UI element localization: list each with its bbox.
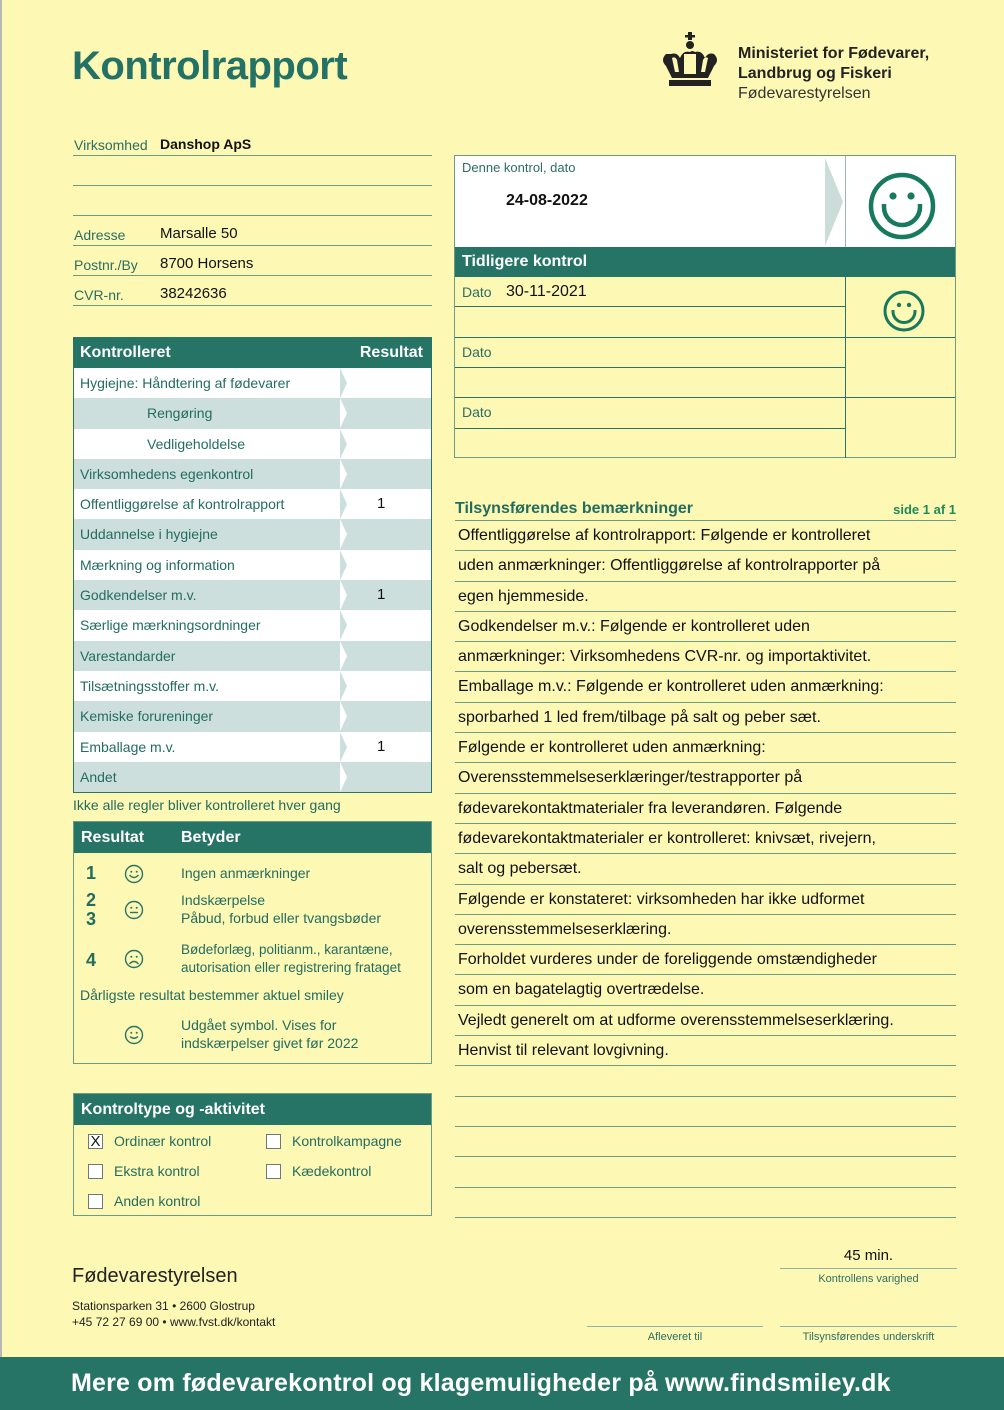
arrow-right-icon — [825, 158, 845, 246]
chevron-right-icon — [340, 368, 348, 398]
address-label: Adresse — [74, 227, 126, 243]
chevron-right-icon — [340, 398, 348, 428]
legend-text-4a: Bødeforlæg, politianm., karantæne, — [181, 942, 393, 957]
company-extra-line-2 — [73, 186, 432, 216]
label-kontrolkampagne: Kontrolkampagne — [292, 1133, 402, 1149]
signature-line — [780, 1326, 957, 1327]
duration-value: 45 min. — [843, 1247, 894, 1264]
remark-line: anmærkninger: Virksomhedens CVR-nr. og importaktivitet. — [455, 642, 956, 672]
checkbox-ekstra-kontrol[interactable] — [88, 1164, 103, 1179]
controlled-row-label: Vedligeholdelse — [147, 435, 246, 452]
remarks-lines — [455, 521, 956, 1218]
ministry-name — [738, 44, 929, 104]
controlled-row-label: Særlige mærkningsordninger — [80, 617, 261, 634]
chevron-right-icon — [340, 701, 348, 731]
controlled-row-label: Offentliggørelse af kontrolrapport — [80, 496, 285, 513]
previous-happy-smiley-icon — [883, 290, 925, 332]
controlled-row — [74, 762, 431, 792]
delivered-to-line — [587, 1326, 763, 1327]
chevron-right-icon — [340, 550, 348, 580]
controlled-row-label: Uddannelse i hygiejne — [80, 526, 218, 543]
company-extra-line-1 — [73, 156, 432, 186]
controlled-row-result: 1 — [377, 586, 386, 604]
footer-agency: Fødevarestyrelsen — [72, 1265, 238, 1287]
controlled-row-label: Emballage m.v. — [80, 738, 176, 755]
previous-date-label-3: Dato — [462, 404, 492, 420]
remark-line: fødevarekontaktmaterialer fra leverandøren. Følgende — [455, 794, 956, 824]
previous-date-value-1: 30-11-2021 — [506, 283, 587, 300]
previous-date-label-2: Dato — [462, 344, 492, 360]
findsmiley-banner — [0, 1357, 1004, 1410]
address-field — [73, 216, 432, 246]
legend-text-3: Påbud, forbud eller tvangsbøder — [181, 910, 382, 926]
divider — [455, 367, 845, 368]
happy-smiley-icon — [124, 864, 144, 884]
checkbox-ordinaer-kontrol[interactable]: X — [88, 1134, 103, 1149]
remark-line — [455, 1188, 956, 1218]
checkbox-kontrolkampagne[interactable] — [266, 1134, 281, 1149]
previous-control-title: Tidligere kontrol — [462, 253, 588, 270]
company-name-label: Virksomhed — [74, 137, 148, 153]
old-smiley-icon — [124, 1025, 144, 1045]
previous-date-label-1: Dato — [462, 284, 492, 300]
legend-text-4b: autorisation eller registrering frataget — [181, 960, 401, 975]
divider — [455, 397, 955, 398]
remark-line: uden anmærkninger: Offentliggørelse af kontrolrapporter på — [455, 551, 956, 581]
controlled-row — [74, 489, 431, 519]
legend-worst-note: Dårligste resultat bestemmer aktuel smiley — [80, 987, 344, 1003]
controlled-row — [74, 368, 431, 398]
address-value: Marsalle 50 — [160, 225, 238, 242]
chevron-right-icon — [340, 489, 348, 519]
remark-line: som en bagatelagtig overtrædelse. — [455, 975, 956, 1005]
control-type-header — [74, 1094, 431, 1125]
controlled-row-label: Kemiske forureninger — [80, 708, 214, 725]
remark-line — [455, 1157, 956, 1187]
controlled-row-label: Mærkning og information — [80, 556, 235, 573]
remark-line: sporbarhed 1 led frem/tilbage på salt og peber sæt. — [455, 703, 956, 733]
label-kaedekontrol: Kædekontrol — [292, 1163, 372, 1179]
checkbox-kaedekontrol[interactable] — [266, 1164, 281, 1179]
remark-line — [455, 1127, 956, 1157]
divider — [455, 428, 845, 429]
checkbox-anden-kontrol[interactable] — [88, 1194, 103, 1209]
remark-line: Henvist til relevant lovgivning. — [455, 1036, 956, 1066]
current-control — [455, 156, 955, 247]
control-type-title: Kontroltype og -aktivitet — [81, 1101, 266, 1118]
chevron-right-icon — [340, 580, 348, 610]
footer-address: Stationsparken 31 • 2600 Glostrup — [72, 1299, 255, 1313]
result-legend — [73, 821, 432, 1064]
controlled-note: Ikke alle regler bliver kontrolleret hver gang — [73, 797, 341, 813]
ministry-line-2: Landbrug og Fiskeri — [738, 65, 892, 82]
remark-line: Offentliggørelse af kontrolrapport: Følgende er kontrolleret — [455, 521, 956, 551]
control-type-box — [73, 1093, 432, 1216]
controlled-row-label: Godkendelser m.v. — [80, 587, 197, 604]
divider — [845, 277, 846, 458]
divider — [455, 306, 845, 307]
chevron-right-icon — [340, 641, 348, 671]
company-name-value: Danshop ApS — [160, 136, 252, 152]
controlled-row-label: Tilsætningsstoffer m.v. — [80, 677, 220, 694]
cvr-value: 38242636 — [160, 285, 227, 302]
agency-name: Fødevarestyrelsen — [738, 85, 871, 102]
remark-line — [455, 1066, 956, 1096]
legend-text-2: Indskærpelse — [181, 892, 266, 908]
neutral-smiley-icon — [124, 900, 144, 920]
chevron-right-icon — [340, 459, 348, 489]
controlled-rows — [74, 368, 431, 792]
control-dates-box — [454, 155, 956, 458]
cvr-label: CVR-nr. — [74, 287, 124, 303]
controlled-table-header — [74, 338, 431, 368]
legend-num-2: 2 — [86, 890, 97, 910]
footer-contact: +45 72 27 69 00 • www.fvst.dk/kontakt — [72, 1315, 276, 1329]
legend-text-1: Ingen anmærkninger — [181, 865, 311, 881]
legend-header — [74, 822, 431, 853]
current-control-label: Denne kontrol, dato — [462, 160, 576, 175]
legend-header-meaning: Betyder — [181, 829, 241, 846]
controlled-row-label: Hygiejne: Håndtering af fødevarer — [80, 375, 291, 391]
controlled-row-label: Andet — [80, 768, 117, 785]
remark-line: Følgende er kontrolleret uden anmærkning: — [455, 733, 956, 763]
chevron-right-icon — [340, 610, 348, 640]
controlled-row — [74, 610, 431, 640]
remark-line: Godkendelser m.v.: Følgende er kontrolleret uden — [455, 612, 956, 642]
chevron-right-icon — [340, 429, 348, 459]
legend-num-4: 4 — [86, 950, 97, 970]
postal-field — [73, 246, 432, 276]
remark-line: salt og pebersæt. — [455, 854, 956, 884]
controlled-row — [74, 671, 431, 701]
duration-label: Kontrollens varighed — [818, 1273, 919, 1285]
controlled-row — [74, 398, 431, 428]
controlled-table — [73, 337, 432, 793]
remark-line: Overensstemmelseserklæringer/testrapporter på — [455, 763, 956, 793]
page-edge — [0, 0, 2, 1360]
remark-line: fødevarekontaktmaterialer er kontrolleret: knivsæt, rivejern, — [455, 824, 956, 854]
controlled-row-result: 1 — [377, 495, 386, 513]
controlled-row-result: 1 — [377, 737, 386, 755]
ministry-line-1: Ministeriet for Fødevarer, — [738, 45, 930, 62]
footer-address-block — [72, 1298, 275, 1330]
controlled-row — [74, 732, 431, 762]
controlled-row-label: Varestandarder — [80, 647, 176, 664]
page-title: Kontrolrapport — [72, 44, 348, 88]
controlled-row — [74, 641, 431, 671]
banner-text: Mere om fødevarekontrol og klagemuligheder på www.findsmiley.dk — [71, 1369, 891, 1397]
result-header-label: Resultat — [359, 344, 423, 361]
controlled-row — [74, 519, 431, 549]
remark-line: Vejledt generelt om at udforme overensstemmelseserklæring. — [455, 1006, 956, 1036]
signature-label: Tilsynsførendes underskrift — [802, 1331, 935, 1343]
controlled-row — [74, 580, 431, 610]
legend-num-1: 1 — [86, 863, 97, 883]
divider — [845, 156, 846, 247]
controlled-row — [74, 459, 431, 489]
remarks-title: Tilsynsførendes bemærkninger — [455, 500, 693, 517]
remark-line: Forholdet vurderes under de foreliggende omstændigheder — [455, 945, 956, 975]
legend-num-3: 3 — [86, 909, 97, 929]
remark-line — [455, 1097, 956, 1127]
remark-line: egen hjemmeside. — [455, 582, 956, 612]
postal-value: 8700 Horsens — [160, 255, 254, 272]
divider — [455, 337, 955, 338]
remarks-header — [455, 499, 956, 521]
label-ekstra-kontrol: Ekstra kontrol — [114, 1163, 200, 1179]
previous-control-header — [455, 247, 955, 277]
legend-old-b: indskærpelser givet før 2022 — [181, 1035, 359, 1051]
postal-label: Postnr./By — [74, 257, 138, 273]
controlled-row-label: Rengøring — [147, 405, 213, 422]
legend-old-a: Udgået symbol. Vises for — [181, 1017, 337, 1033]
legend-header-result: Resultat — [81, 829, 145, 846]
page-indicator: side 1 af 1 — [893, 502, 956, 517]
label-ordinaer-kontrol: Ordinær kontrol — [114, 1133, 212, 1149]
current-control-date: 24-08-2022 — [506, 192, 588, 209]
controlled-row — [74, 701, 431, 731]
chevron-right-icon — [340, 762, 348, 792]
controlled-row-label: Virksomhedens egenkontrol — [80, 465, 254, 482]
chevron-right-icon — [340, 732, 348, 762]
company-name-field — [73, 126, 432, 156]
remark-line: Emballage m.v.: Følgende er kontrolleret uden anmærkning: — [455, 672, 956, 702]
controlled-header-label: Kontrolleret — [80, 344, 171, 361]
sad-smiley-icon — [124, 949, 144, 969]
crown-logo-icon — [660, 32, 720, 88]
controlled-row — [74, 550, 431, 580]
controlled-row — [74, 429, 431, 459]
duration-line — [780, 1268, 957, 1269]
cvr-field — [73, 276, 432, 306]
current-happy-smiley-icon — [867, 171, 937, 241]
remark-line: overensstemmelseserklæring. — [455, 915, 956, 945]
label-anden-kontrol: Anden kontrol — [114, 1193, 201, 1209]
remark-line: Følgende er konstateret: virksomheden har ikke udformet — [455, 885, 956, 915]
delivered-to-label: Afleveret til — [647, 1331, 703, 1343]
chevron-right-icon — [340, 671, 348, 701]
chevron-right-icon — [340, 519, 348, 549]
